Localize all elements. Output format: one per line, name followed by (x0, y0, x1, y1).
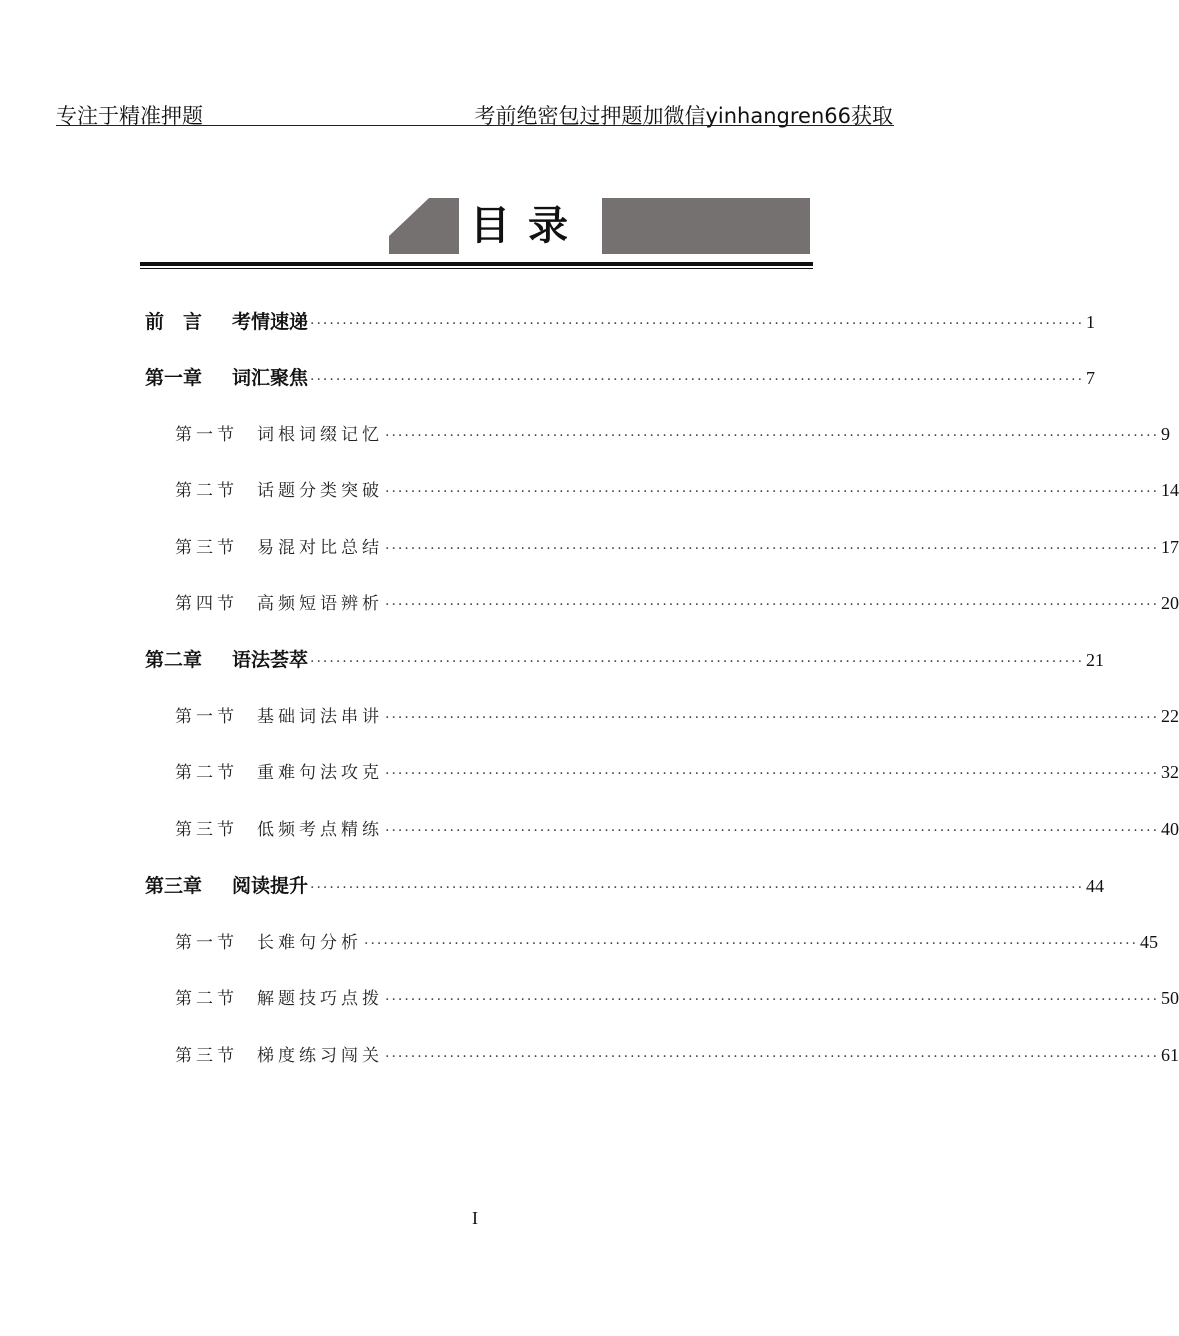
toc-entry-number: 第一节 (175, 707, 238, 727)
toc-entry[interactable] (175, 589, 1179, 615)
toc-entry-number: 第四节 (175, 594, 238, 614)
toc-entry[interactable] (175, 533, 1179, 559)
toc-entry[interactable] (175, 476, 1179, 502)
toc-entry-number: 第三节 (175, 1046, 238, 1066)
toc-entry-page: 17 (1161, 537, 1179, 557)
toc-entry-number: 第一章 (145, 367, 203, 389)
dot-leader: ························································································································ (385, 541, 1160, 557)
dot-leader: ························································································································ (385, 992, 1160, 1008)
toc-entry[interactable] (145, 363, 1096, 389)
dot-leader: ························································································································ (310, 316, 1085, 332)
toc-entry-page: 32 (1161, 762, 1179, 782)
dot-leader: ························································································································ (385, 823, 1160, 839)
toc-entry-page: 40 (1161, 819, 1179, 839)
toc-entry-number: 第三节 (175, 538, 238, 558)
toc-entry[interactable] (175, 420, 1171, 446)
toc-entry-page: 22 (1161, 706, 1179, 726)
dot-leader: ························································································································ (385, 710, 1160, 726)
header-right-text: 考前绝密包过押题加微信yinhangren66获取 (474, 104, 893, 128)
dot-leader: ························································································································ (310, 372, 1085, 388)
toc-entry-page: 7 (1086, 368, 1096, 388)
toc-entry-page: 61 (1161, 1045, 1179, 1065)
dot-leader: ························································································································ (385, 1049, 1160, 1065)
dot-leader: ························································································································ (385, 428, 1160, 444)
toc-entry-page: 44 (1086, 876, 1105, 896)
toc-entry-number: 第三章 (145, 875, 203, 897)
toc-entry-number: 前 言 (145, 311, 203, 333)
toc-entry-page: 14 (1161, 480, 1179, 500)
header-rule (56, 125, 894, 126)
dot-leader: ························································································································ (310, 880, 1085, 896)
toc-entry-page: 45 (1140, 932, 1159, 952)
toc-entry-title: 词汇聚焦 (232, 367, 309, 389)
toc-entry-number: 第二节 (175, 481, 238, 501)
header-left-text: 专注于精准押题 (56, 104, 203, 128)
toc-entry-number: 第二章 (145, 649, 203, 671)
toc-entry-title: 话题分类突破 (257, 481, 383, 501)
toc-entry[interactable] (175, 702, 1179, 728)
dot-leader: ························································································································ (364, 936, 1139, 952)
toc-entry[interactable] (145, 871, 1105, 897)
toc-entry[interactable] (175, 984, 1179, 1010)
toc-entry-title: 重难句法攻克 (257, 763, 383, 783)
toc-entry-title: 长难句分析 (257, 933, 362, 953)
dot-leader: ························································································································ (385, 484, 1160, 500)
dot-leader: ························································································································ (385, 597, 1160, 613)
toc-entry-title: 阅读提升 (232, 875, 309, 897)
toc-entry[interactable] (175, 1041, 1179, 1067)
title-decoration-left (389, 198, 459, 254)
toc-entry-page: 1 (1086, 312, 1096, 332)
toc-entry-number: 第二节 (175, 763, 238, 783)
toc-entry-title: 基础词法串讲 (257, 707, 383, 727)
toc-entry[interactable] (175, 815, 1179, 841)
toc-entry-title: 解题技巧点拨 (257, 989, 383, 1009)
dot-leader: ························································································································ (385, 766, 1160, 782)
toc-entry-page: 21 (1086, 650, 1105, 670)
title-decoration-right (602, 198, 810, 254)
toc-entry-title: 词根词缀记忆 (257, 425, 383, 445)
toc-entry-page: 50 (1161, 988, 1179, 1008)
toc-entry-number: 第一节 (175, 933, 238, 953)
title-rule-thick (140, 262, 813, 266)
page-number: I (472, 1208, 478, 1228)
dot-leader: ························································································································ (310, 654, 1085, 670)
toc-entry-title: 高频短语辨析 (257, 594, 383, 614)
toc-entry[interactable] (145, 645, 1105, 671)
toc-entry-title: 易混对比总结 (257, 538, 383, 558)
toc-entry[interactable] (145, 307, 1096, 333)
toc-entry-title: 语法荟萃 (232, 649, 309, 671)
toc-entry-page: 9 (1161, 424, 1171, 444)
toc-entry-number: 第一节 (175, 425, 238, 445)
title-rule-thin (140, 268, 813, 269)
toc-entry-title: 考情速递 (232, 311, 309, 333)
toc-entry-page: 20 (1161, 593, 1179, 613)
page-title: 目录 (470, 203, 586, 249)
toc-entry-title: 梯度练习闯关 (257, 1046, 383, 1066)
toc-entry-number: 第二节 (175, 989, 238, 1009)
toc-entry-title: 低频考点精练 (257, 820, 383, 840)
toc-entry[interactable] (175, 928, 1159, 954)
toc-entry[interactable] (175, 758, 1179, 784)
toc-entry-number: 第三节 (175, 820, 238, 840)
